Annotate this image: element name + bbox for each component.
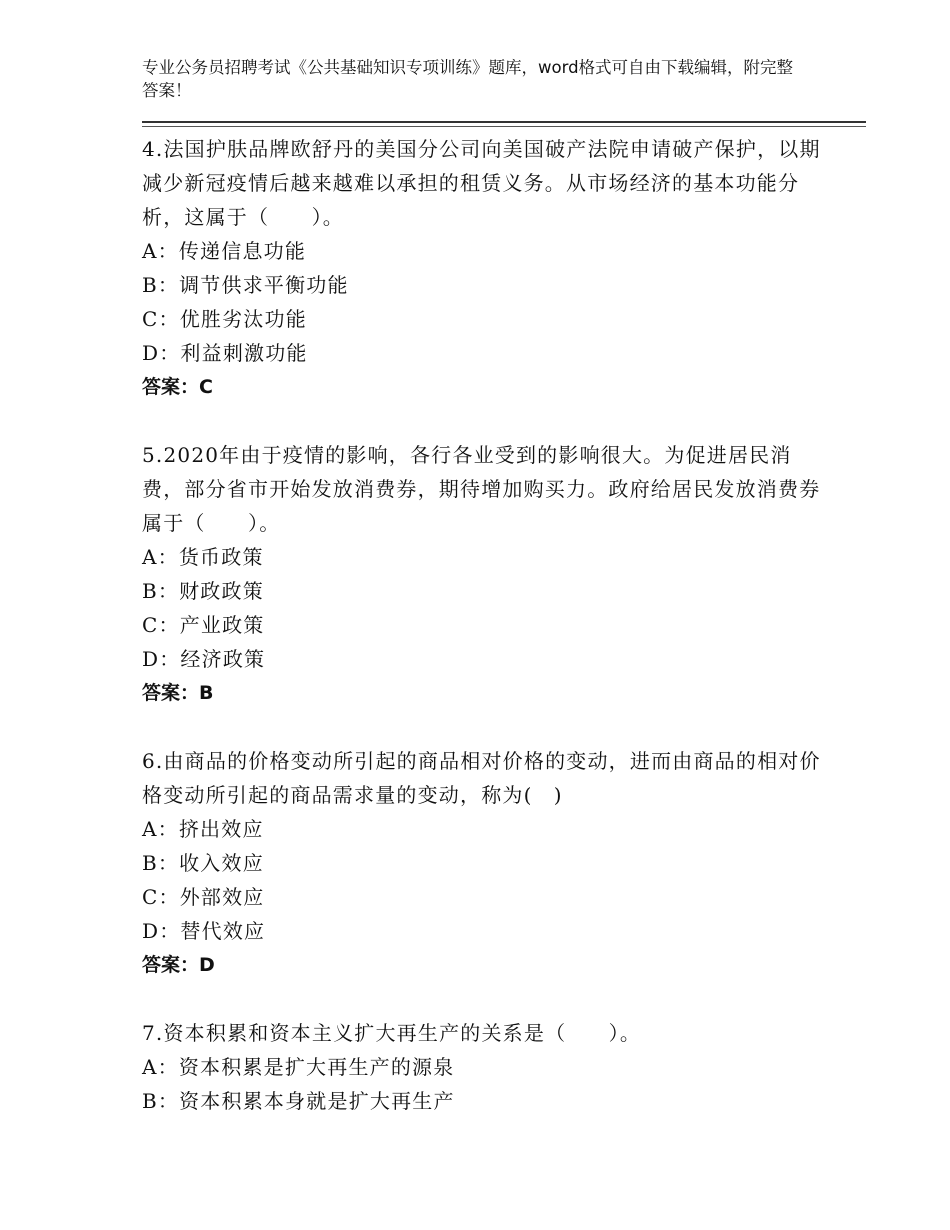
option-b: B：财政政策 xyxy=(142,579,264,603)
header-divider-thin xyxy=(142,126,866,127)
header-divider-thick xyxy=(142,121,866,123)
option-a: A：货币政策 xyxy=(142,545,264,569)
answer-label: 答案：C xyxy=(142,376,213,398)
question-5 xyxy=(142,438,822,710)
option-c: C：优胜劣汰功能 xyxy=(142,307,307,331)
option-d: D：替代效应 xyxy=(142,919,266,943)
question-stem: 5.2020年由于疫情的影响，各行各业受到的影响很大。为促进居民消费，部分省市开始发放消费券，期待增加购买力。政府给居民发放消费券属于（ ）。 xyxy=(142,443,821,535)
question-4 xyxy=(142,132,822,404)
option-d: D：经济政策 xyxy=(142,647,266,671)
question-7 xyxy=(142,1016,822,1118)
document-header: 专业公务员招聘考试《公共基础知识专项训练》题库，word格式可自由下载编辑，附完整答案！ xyxy=(142,58,794,100)
answer-label: 答案：D xyxy=(142,954,215,976)
question-list xyxy=(142,132,822,1152)
option-b: B：资本积累本身就是扩大再生产 xyxy=(142,1089,455,1113)
option-d: D：利益刺激功能 xyxy=(142,341,308,365)
question-6 xyxy=(142,744,822,982)
question-stem: 6.由商品的价格变动所引起的商品相对价格的变动，进而由商品的相对价格变动所引起的商品需求量的变动，称为( ) xyxy=(142,749,821,807)
question-stem: 4.法国护肤品牌欧舒丹的美国分公司向美国破产法院申请破产保护，以期减少新冠疫情后越来越难以承担的租赁义务。从市场经济的基本功能分析，这属于（ ）。 xyxy=(142,137,821,229)
option-a: A：资本积累是扩大再生产的源泉 xyxy=(142,1055,455,1079)
option-a: A：挤出效应 xyxy=(142,817,264,841)
question-stem: 7.资本积累和资本主义扩大再生产的关系是（ ）。 xyxy=(142,1021,642,1045)
option-b: B：调节供求平衡功能 xyxy=(142,273,349,297)
option-c: C：外部效应 xyxy=(142,885,265,909)
option-c: C：产业政策 xyxy=(142,613,265,637)
option-b: B：收入效应 xyxy=(142,851,264,875)
answer-label: 答案：B xyxy=(142,682,214,704)
option-a: A：传递信息功能 xyxy=(142,239,307,263)
